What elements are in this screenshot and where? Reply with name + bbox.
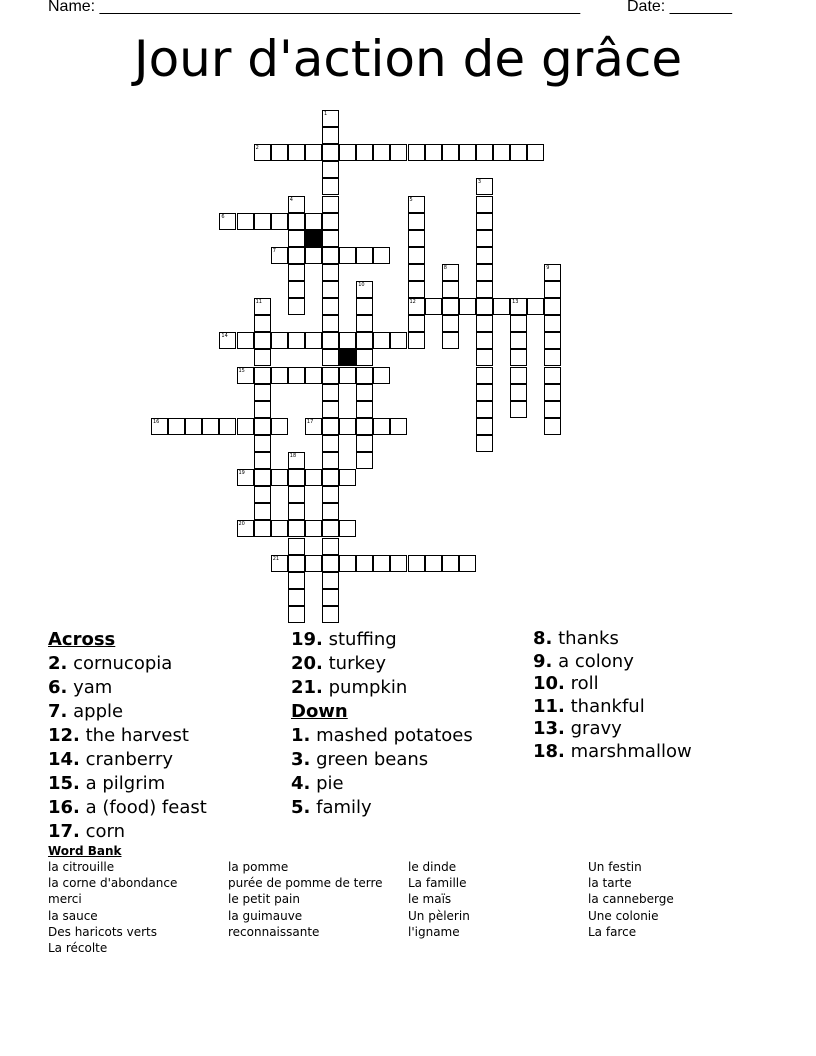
crossword-cell[interactable] (288, 298, 305, 315)
crossword-cell[interactable] (288, 144, 305, 161)
clue-down-18: 18. marshmallow (533, 740, 692, 762)
crossword-cell[interactable] (288, 230, 305, 247)
crossword-cell[interactable] (493, 298, 510, 315)
clue-down-13: 13. gravy (533, 718, 622, 739)
word-bank-item: Des haricots verts (48, 924, 158, 939)
crossword-cell[interactable] (339, 555, 356, 572)
crossword-cell[interactable] (476, 384, 493, 401)
word-bank-column-2 (228, 859, 383, 940)
word-bank-item: Un festin (588, 860, 642, 874)
clue-number: 14 (221, 333, 228, 340)
crossword-cell[interactable] (322, 127, 339, 144)
clue-across-21: 21. pumpkin (291, 677, 408, 698)
crossword-cell[interactable] (459, 555, 476, 572)
crossword-cell[interactable] (322, 401, 339, 418)
word-bank-item: la guimauve (228, 908, 303, 923)
crossword-cell[interactable] (408, 247, 425, 264)
crossword-cell[interactable] (271, 213, 288, 230)
crossword-cell[interactable] (322, 384, 339, 401)
crossword-cell[interactable] (476, 230, 493, 247)
clue-down-11: 11. thankful (533, 695, 645, 717)
crossword-cell[interactable] (288, 503, 305, 520)
crossword-black-cell (339, 349, 356, 366)
crossword-cell[interactable] (254, 503, 271, 520)
name-field-label: Name: ______________________________________________________ (48, 0, 581, 15)
crossword-cell[interactable] (254, 144, 271, 161)
crossword-cell[interactable] (288, 196, 305, 213)
crossword-cell[interactable] (510, 367, 527, 384)
clue-number: 3 (477, 179, 482, 186)
word-bank-item: Une colonie (588, 908, 659, 923)
clue-number: 7 (272, 247, 276, 254)
crossword-cell[interactable] (356, 247, 373, 264)
crossword-cell[interactable] (271, 247, 288, 264)
crossword-cell[interactable] (254, 298, 271, 315)
crossword-cell[interactable] (322, 486, 339, 503)
crossword-cell[interactable] (356, 315, 373, 332)
crossword-cell[interactable] (151, 418, 168, 435)
crossword-cell[interactable] (408, 213, 425, 230)
clue-down-4: 4. pie (291, 773, 344, 794)
crossword-cell[interactable] (288, 332, 305, 349)
crossword-cell[interactable] (356, 384, 373, 401)
crossword-cell[interactable] (322, 230, 339, 247)
word-bank-item: La farce (588, 924, 637, 939)
crossword-cell[interactable] (339, 469, 356, 486)
crossword-cell[interactable] (510, 384, 527, 401)
word-bank-item: la sauce (48, 908, 98, 923)
crossword-cell[interactable] (408, 332, 425, 349)
crossword-cell[interactable] (271, 555, 288, 572)
crossword-cell[interactable] (271, 144, 288, 161)
crossword-cell[interactable] (254, 367, 271, 384)
crossword-cell[interactable] (237, 213, 254, 230)
clue-number: 10 (358, 282, 365, 288)
clue-number: 11 (255, 299, 262, 306)
word-bank-item: la citrouille (48, 860, 115, 874)
clue-across-17: 17. corn (48, 821, 126, 842)
crossword-cell[interactable] (288, 555, 305, 572)
clue-across-2: 2. cornucopia (48, 653, 173, 674)
crossword-cell[interactable] (305, 469, 322, 486)
crossword-cell[interactable] (476, 298, 493, 315)
crossword-cell[interactable] (219, 418, 236, 435)
clue-number: 5 (409, 196, 413, 203)
clue-number: 21 (272, 555, 280, 562)
clues-column-1 (48, 628, 207, 844)
crossword-cell[interactable] (476, 213, 493, 230)
crossword-cell[interactable] (271, 367, 288, 384)
word-bank-item: purée de pomme de terre (228, 876, 383, 891)
word-bank-item: la tarte (588, 876, 632, 891)
word-bank-item: la canneberge (588, 892, 674, 907)
crossword-cell[interactable] (510, 401, 527, 418)
crossword-cell[interactable] (322, 538, 339, 555)
word-bank-item: La famille (408, 876, 467, 891)
crossword-cell[interactable] (339, 418, 356, 435)
clue-across-14: 14. cranberry (48, 749, 173, 770)
word-bank-column-1 (48, 859, 177, 956)
crossword-cell[interactable] (305, 555, 322, 572)
clue-number: 1 (324, 111, 328, 117)
crossword-cell[interactable] (373, 144, 390, 161)
clue-number: 19 (238, 470, 245, 477)
crossword-cell[interactable] (237, 469, 254, 486)
clue-number: 2 (255, 145, 259, 152)
crossword-cell[interactable] (373, 247, 390, 264)
crossword-cell[interactable] (390, 555, 407, 572)
crossword-cell[interactable] (254, 486, 271, 503)
crossword-cell[interactable] (271, 418, 288, 435)
crossword-cell[interactable] (339, 144, 356, 161)
crossword-cell[interactable] (288, 520, 305, 537)
crossword-cell[interactable] (476, 178, 493, 195)
crossword-cell[interactable] (356, 401, 373, 418)
crossword-cell[interactable] (322, 589, 339, 606)
crossword-cell[interactable] (425, 144, 442, 161)
crossword-cell[interactable] (288, 213, 305, 230)
crossword-cell[interactable] (322, 213, 339, 230)
crossword-cell[interactable] (356, 435, 373, 452)
word-bank-item: la corne d'abondance (48, 876, 178, 891)
crossword-cell[interactable] (408, 144, 425, 161)
crossword-cell[interactable] (288, 589, 305, 606)
word-bank-item: La récolte (48, 941, 108, 956)
crossword-cell[interactable] (442, 144, 459, 161)
clue-number: 6 (221, 213, 225, 220)
word-bank-item: reconnaissante (228, 924, 320, 939)
clues-column-3 (533, 628, 692, 763)
crossword-cell[interactable] (408, 555, 425, 572)
clues-column-2 (291, 628, 473, 820)
crossword-cell[interactable] (356, 367, 373, 384)
crossword-cell[interactable] (408, 230, 425, 247)
crossword-cell[interactable] (254, 315, 271, 332)
clue-down-8: 8. thanks (533, 628, 619, 649)
clue-number: 12 (409, 299, 416, 306)
clue-number: 15 (238, 367, 245, 374)
crossword-cell[interactable] (322, 298, 339, 315)
crossword-cell[interactable] (476, 418, 493, 435)
crossword-cell[interactable] (373, 367, 390, 384)
clue-number: 4 (289, 196, 293, 203)
word-bank-item: le petit pain (228, 892, 300, 907)
crossword-cell[interactable] (544, 384, 561, 401)
crossword-cell[interactable] (356, 349, 373, 366)
crossword-cell[interactable] (288, 247, 305, 264)
crossword-cell[interactable] (442, 281, 459, 298)
crossword-cell[interactable] (476, 349, 493, 366)
crossword-cell[interactable] (322, 469, 339, 486)
crossword-cell[interactable] (305, 247, 322, 264)
crossword-cell[interactable] (356, 555, 373, 572)
crossword-cell[interactable] (339, 332, 356, 349)
crossword-cell[interactable] (442, 332, 459, 349)
crossword-cell[interactable] (305, 520, 322, 537)
crossword-cell[interactable] (254, 213, 271, 230)
crossword-cell[interactable] (373, 418, 390, 435)
crossword-cell[interactable] (322, 349, 339, 366)
crossword-cell[interactable] (544, 315, 561, 332)
crossword-cell[interactable] (288, 486, 305, 503)
crossword-cell[interactable] (322, 555, 339, 572)
crossword-cell[interactable] (271, 520, 288, 537)
crossword-cell[interactable] (425, 555, 442, 572)
crossword-cell[interactable] (510, 315, 527, 332)
crossword-cell[interactable] (510, 349, 527, 366)
crossword-cell[interactable] (510, 298, 527, 315)
crossword-cell[interactable] (390, 332, 407, 349)
crossword-cell[interactable] (356, 452, 373, 469)
clue-across-15: 15. a pilgrim (48, 773, 166, 794)
crossword-cell[interactable] (322, 281, 339, 298)
clue-number: 13 (512, 299, 519, 306)
crossword-cell[interactable] (322, 161, 339, 178)
crossword-cell[interactable] (254, 418, 271, 435)
crossword-cell[interactable] (185, 418, 202, 435)
crossword-cell[interactable] (322, 332, 339, 349)
crossword-cell[interactable] (288, 264, 305, 281)
crossword-cell[interactable] (288, 538, 305, 555)
clue-number: 20 (238, 521, 245, 528)
clue-number: 16 (153, 418, 160, 425)
clue-across-20: 20. turkey (291, 653, 386, 674)
crossword-cell[interactable] (254, 435, 271, 452)
crossword-cell[interactable] (237, 520, 254, 537)
clue-number: 8 (443, 264, 447, 271)
crossword-cell[interactable] (202, 418, 219, 435)
crossword-cell[interactable] (356, 144, 373, 161)
clue-across-19: 19. stuffing (291, 629, 397, 650)
crossword-cell[interactable] (476, 332, 493, 349)
clue-down-1: 1. mashed potatoes (291, 725, 473, 746)
crossword-cell[interactable] (408, 315, 425, 332)
crossword-cell[interactable] (237, 418, 254, 435)
crossword-cell[interactable] (544, 367, 561, 384)
crossword-cell[interactable] (288, 606, 305, 623)
crossword-cell[interactable] (476, 281, 493, 298)
clue-down-9: 9. a colony (533, 650, 634, 672)
crossword-cell[interactable] (288, 452, 305, 469)
crossword-cell[interactable] (390, 144, 407, 161)
crossword-cell[interactable] (476, 144, 493, 161)
crossword-cell[interactable] (544, 264, 561, 281)
word-bank-column-3 (408, 859, 470, 940)
crossword-cell[interactable] (408, 264, 425, 281)
crossword-cell[interactable] (305, 332, 322, 349)
crossword-cell[interactable] (373, 332, 390, 349)
crossword-cell[interactable] (219, 332, 236, 349)
crossword-cell[interactable] (408, 281, 425, 298)
across-heading: Across (48, 629, 116, 650)
crossword-cell[interactable] (544, 401, 561, 418)
crossword-cell[interactable] (322, 144, 339, 161)
crossword-cell[interactable] (476, 264, 493, 281)
word-bank-item: la pomme (228, 860, 289, 874)
crossword-cell[interactable] (322, 367, 339, 384)
crossword-cell[interactable] (476, 315, 493, 332)
crossword-cell[interactable] (356, 332, 373, 349)
crossword-cell[interactable] (476, 196, 493, 213)
crossword-cell[interactable] (442, 298, 459, 315)
crossword-cell[interactable] (442, 555, 459, 572)
crossword-cell[interactable] (288, 281, 305, 298)
crossword-cell[interactable] (254, 401, 271, 418)
crossword-cell[interactable] (510, 144, 527, 161)
crossword-cell[interactable] (527, 144, 544, 161)
crossword-cell[interactable] (339, 367, 356, 384)
crossword-cell[interactable] (356, 418, 373, 435)
clue-number: 18 (289, 453, 297, 459)
word-bank-item: Un pèlerin (408, 908, 470, 923)
crossword-cell[interactable] (544, 332, 561, 349)
crossword-cell[interactable] (493, 144, 510, 161)
crossword-cell[interactable] (254, 469, 271, 486)
crossword-cell[interactable] (254, 349, 271, 366)
page-title: Jour d'action de grâce (133, 30, 683, 88)
crossword-cell[interactable] (305, 144, 322, 161)
crossword-cell[interactable] (305, 213, 322, 230)
crossword-cell[interactable] (322, 178, 339, 195)
crossword-cell[interactable] (322, 418, 339, 435)
date-field-label: Date: _______ (627, 0, 732, 15)
crossword-cell[interactable] (544, 349, 561, 366)
crossword-cell[interactable] (322, 606, 339, 623)
crossword-cell[interactable] (288, 572, 305, 589)
crossword-cell[interactable] (476, 247, 493, 264)
word-bank-item: le maïs (408, 892, 452, 907)
crossword-cell[interactable] (442, 315, 459, 332)
crossword-black-cell (305, 230, 322, 247)
clue-down-10: 10. roll (533, 673, 599, 694)
crossword-cell[interactable] (254, 452, 271, 469)
crossword-cell[interactable] (322, 196, 339, 213)
crossword-cell[interactable] (339, 520, 356, 537)
crossword-cell[interactable] (271, 469, 288, 486)
crossword-cell[interactable] (322, 110, 339, 127)
crossword-cell[interactable] (271, 332, 288, 349)
crossword-cell[interactable] (544, 281, 561, 298)
word-bank-column-4 (588, 859, 674, 940)
crossword-cell[interactable] (322, 435, 339, 452)
clue-across-16: 16. a (food) feast (48, 797, 207, 818)
word-bank-item: merci (48, 892, 82, 907)
crossword-cell[interactable] (476, 401, 493, 418)
crossword-cell[interactable] (254, 384, 271, 401)
crossword-cell[interactable] (237, 332, 254, 349)
crossword-cell[interactable] (237, 367, 254, 384)
crossword-cell[interactable] (476, 435, 493, 452)
crossword-cell[interactable] (356, 281, 373, 298)
crossword-cell[interactable] (322, 315, 339, 332)
clue-number: 17 (306, 418, 314, 425)
crossword-cell[interactable] (476, 367, 493, 384)
clue-across-7: 7. apple (48, 701, 124, 722)
crossword-cell[interactable] (390, 418, 407, 435)
crossword-cell[interactable] (288, 469, 305, 486)
crossword-cell[interactable] (305, 418, 322, 435)
crossword-cell[interactable] (322, 520, 339, 537)
crossword-cell[interactable] (322, 572, 339, 589)
clue-number: 9 (546, 264, 550, 271)
crossword-cell[interactable] (356, 298, 373, 315)
crossword-cell[interactable] (254, 520, 271, 537)
crossword-cell[interactable] (510, 332, 527, 349)
crossword-cell[interactable] (408, 298, 425, 315)
clue-across-12: 12. the harvest (48, 725, 189, 746)
clue-across-6: 6. yam (48, 677, 113, 698)
crossword-cell[interactable] (168, 418, 185, 435)
crossword-cell[interactable] (459, 144, 476, 161)
crossword-cell[interactable] (322, 452, 339, 469)
crossword-cell[interactable] (425, 298, 442, 315)
crossword-cell[interactable] (219, 213, 236, 230)
crossword-cell[interactable] (254, 332, 271, 349)
crossword-cell[interactable] (544, 298, 561, 315)
word-bank-item: le dinde (408, 860, 457, 874)
crossword-cell[interactable] (305, 367, 322, 384)
word-bank-item: l'igname (408, 924, 460, 939)
word-bank-title: Word Bank (48, 844, 122, 858)
crossword-cell[interactable] (527, 298, 544, 315)
crossword-cell[interactable] (322, 503, 339, 520)
clue-down-3: 3. green beans (291, 749, 429, 770)
crossword-cell[interactable] (288, 367, 305, 384)
down-heading: Down (291, 701, 348, 722)
crossword-cell[interactable] (322, 264, 339, 281)
crossword-cell[interactable] (408, 196, 425, 213)
crossword-cell[interactable] (544, 418, 561, 435)
crossword-cell[interactable] (442, 264, 459, 281)
crossword-cell[interactable] (322, 247, 339, 264)
crossword-cell[interactable] (339, 247, 356, 264)
crossword-cell[interactable] (373, 555, 390, 572)
clue-down-5: 5. family (291, 797, 372, 818)
crossword-cell[interactable] (459, 298, 476, 315)
